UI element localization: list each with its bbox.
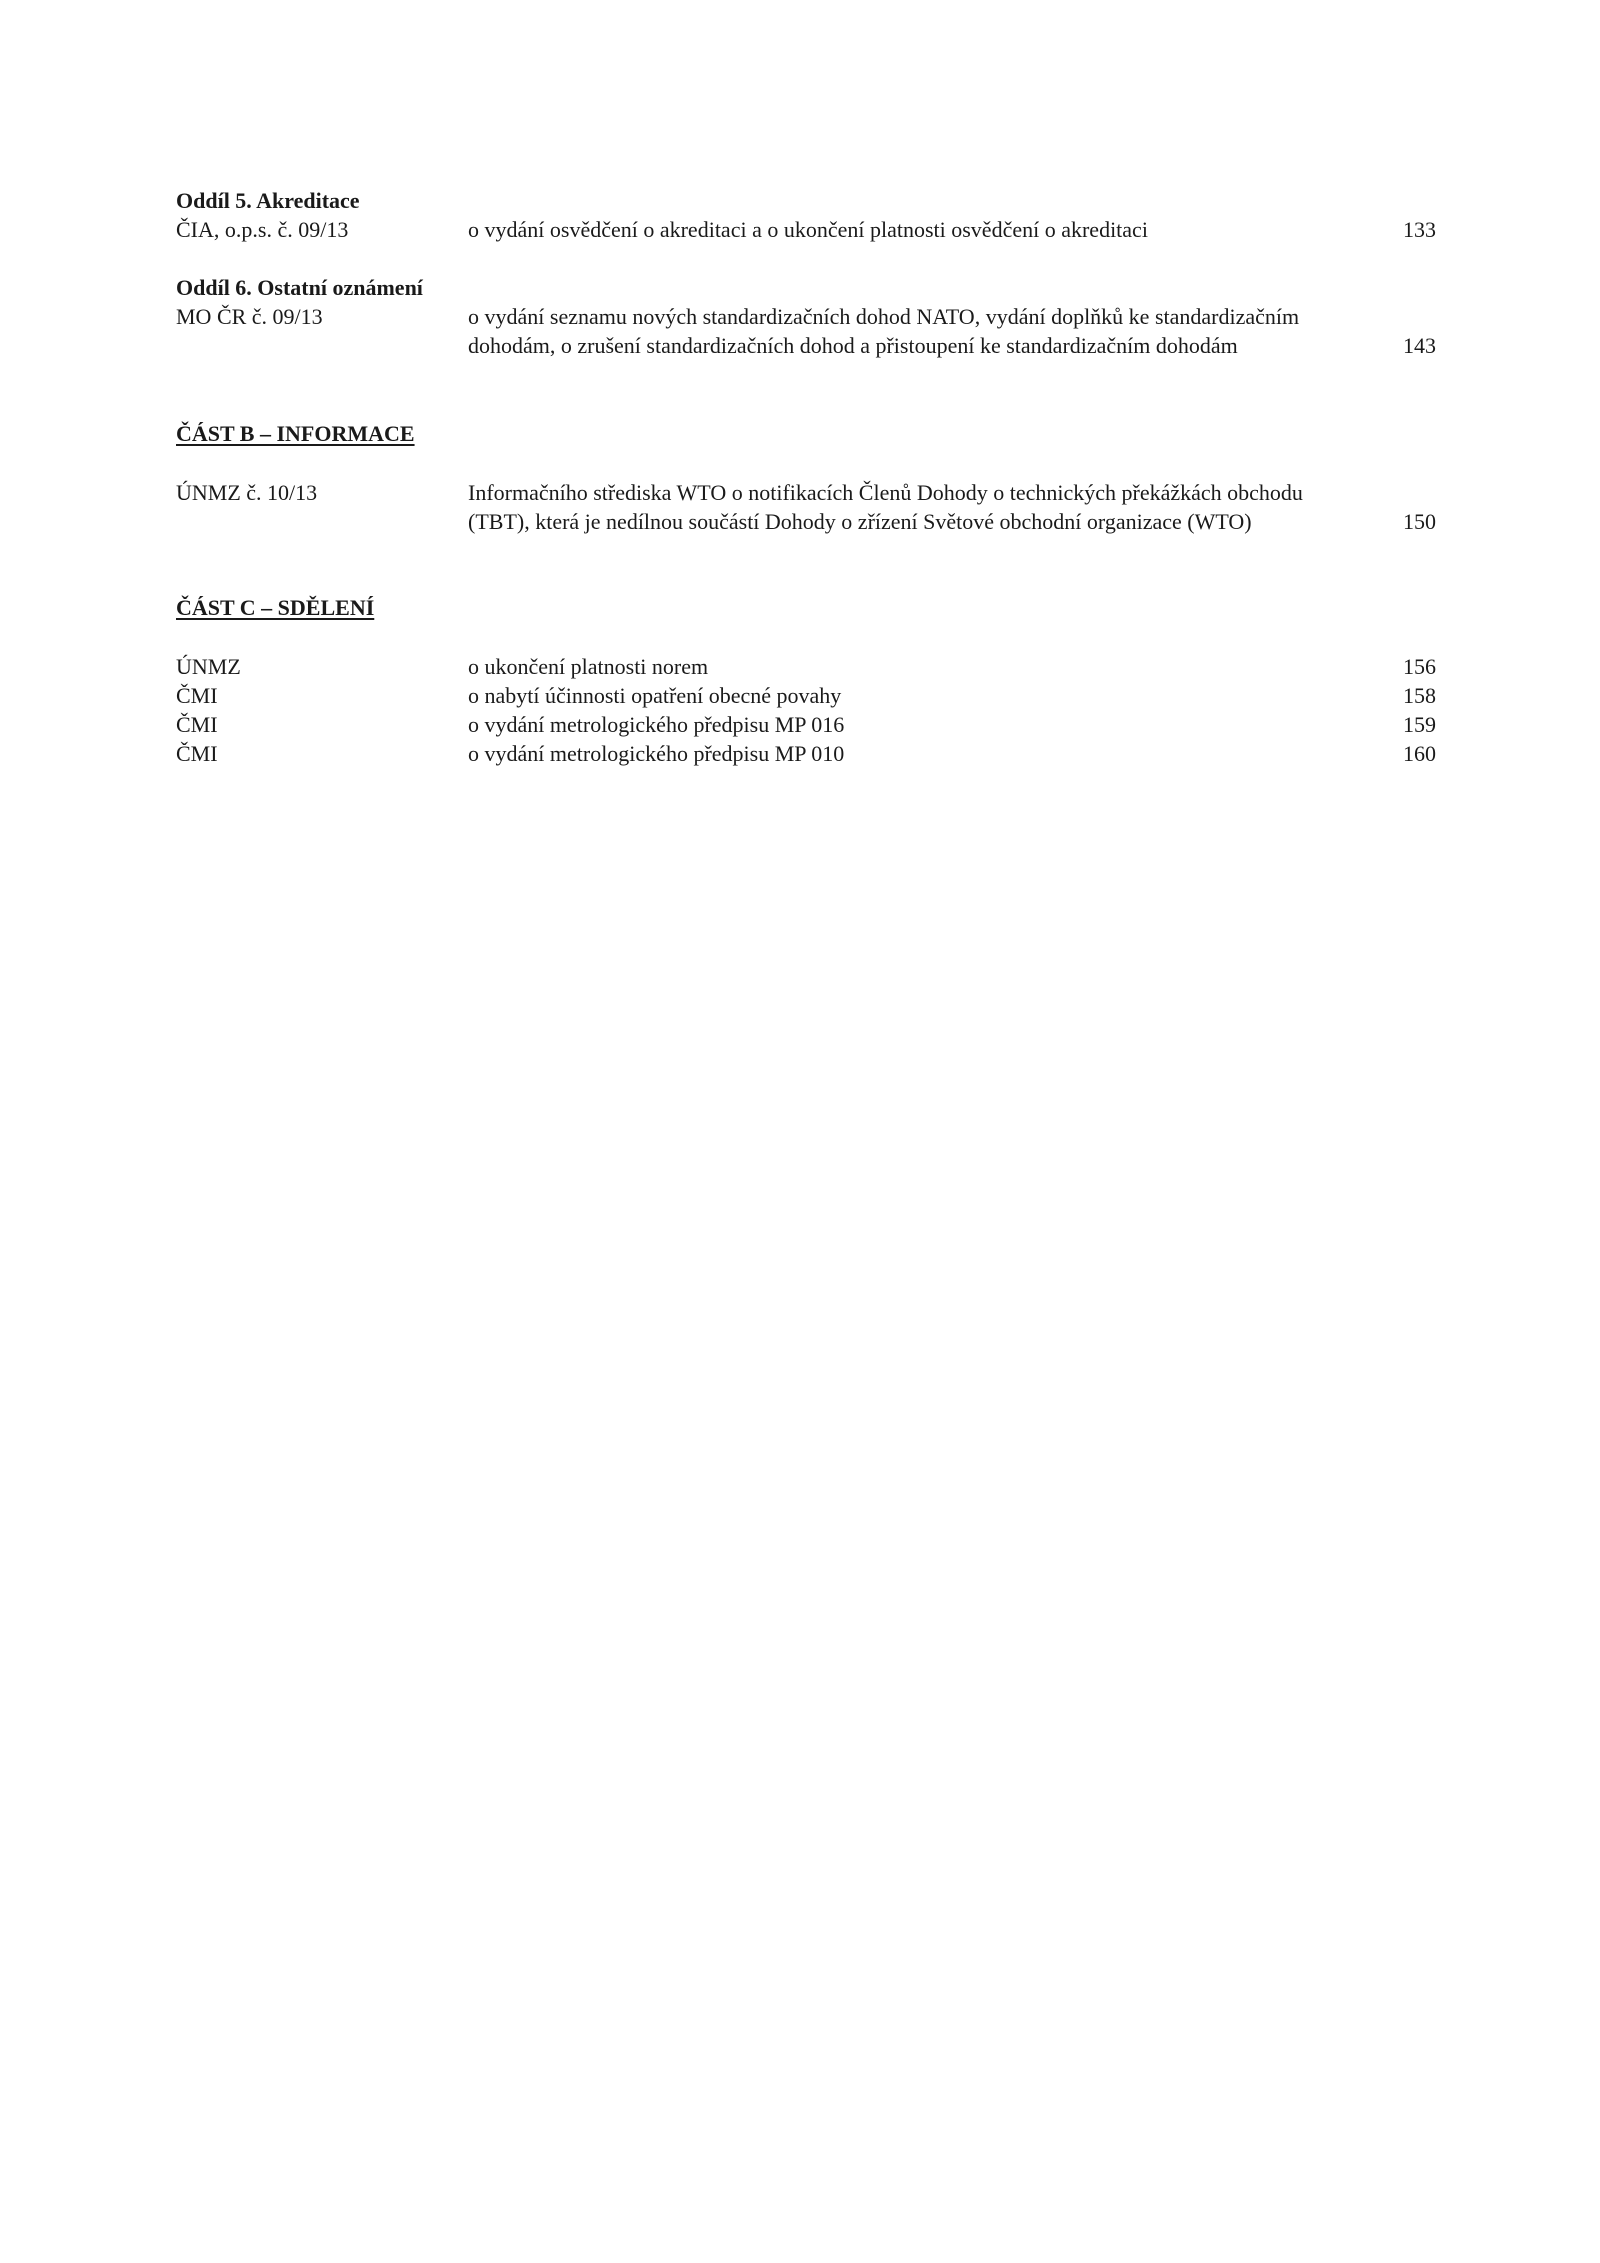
entry-page-number: 156 (1403, 654, 1436, 679)
entry-issuer: ČIA, o.p.s. č. 09/13 (176, 217, 349, 242)
entry-description-line: o vydání osvědčení o akreditaci a o ukončení platnosti osvědčení o akreditaci (468, 217, 1148, 242)
entry-issuer: ÚNMZ č. 10/13 (176, 480, 318, 505)
entry-description-line: dohodám, o zrušení standardizačních dohod a přistoupení ke standardizačním dohodám (468, 333, 1238, 358)
entry-issuer: MO ČR č. 09/13 (176, 304, 323, 329)
entry-description-line: o ukončení platnosti norem (468, 654, 709, 679)
section-heading-oddil-6: Oddíl 6. Ostatní oznámení (176, 275, 423, 300)
entry-page-number: 160 (1403, 741, 1436, 766)
entry-description-line: o vydání metrologického předpisu MP 010 (468, 741, 845, 766)
entry-issuer: ÚNMZ (176, 654, 241, 679)
entry-description (468, 215, 1368, 244)
entry-description (468, 478, 1368, 536)
entry-page-number: 150 (1403, 509, 1436, 534)
entry-page-number: 159 (1403, 712, 1436, 737)
entry-description-line: Informačního střediska WTO o notifikacích Členů Dohody o technických překážkách obchodu (468, 480, 1303, 505)
entry-description (468, 652, 1368, 681)
entry-description (468, 681, 1368, 710)
entry-description-line: (TBT), která je nedílnou součástí Dohody o zřízení Světové obchodní organizace (WTO) (468, 509, 1252, 534)
entry-issuer: ČMI (176, 683, 218, 708)
entry-description (468, 739, 1368, 768)
entry-description (468, 710, 1368, 739)
entry-description-line: o nabytí účinnosti opatření obecné povahy (468, 683, 842, 708)
entry-description-line: o vydání seznamu nových standardizačních dohod NATO, vydání doplňků ke standardizačním (468, 304, 1300, 329)
entry-page-number: 133 (1403, 217, 1436, 242)
part-title-b: ČÁST B – INFORMACE (176, 421, 415, 446)
section-heading-oddil-5: Oddíl 5. Akreditace (176, 188, 360, 213)
entry-description-line: o vydání metrologického předpisu MP 016 (468, 712, 845, 737)
part-title-c: ČÁST C – SDĚLENÍ (176, 595, 375, 620)
entry-description (468, 302, 1368, 360)
entry-page-number: 158 (1403, 683, 1436, 708)
entry-issuer: ČMI (176, 712, 218, 737)
entry-page-number: 143 (1403, 333, 1436, 358)
entry-issuer: ČMI (176, 741, 218, 766)
